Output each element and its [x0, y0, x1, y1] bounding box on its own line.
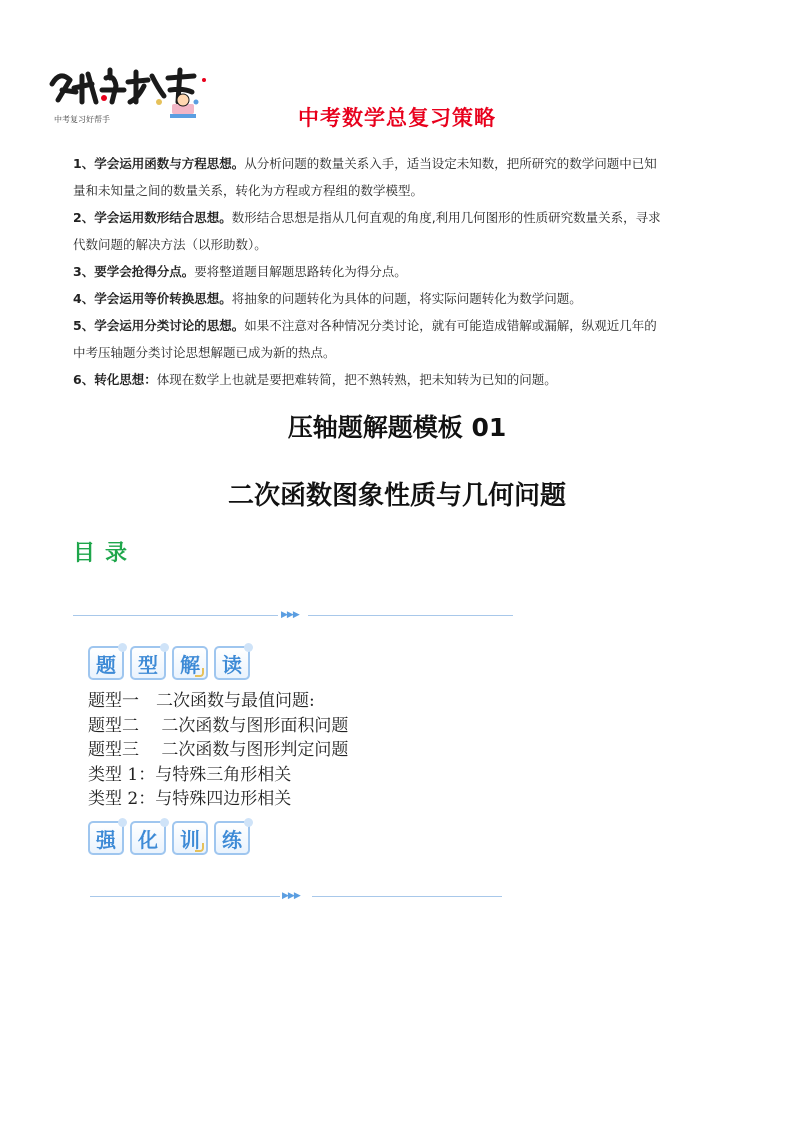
- strategy-lead: 5、学会运用分类讨论的思想。: [73, 318, 245, 333]
- strategy-item: [73, 366, 723, 393]
- strategy-body: 数形结合思想是指从几何直观的角度,利用几何图形的性质研究数量关系，寻求: [231, 210, 661, 225]
- strategy-lead: 1、学会运用函数与方程思想。: [73, 156, 245, 171]
- strategy-lead: 3、要学会抢得分点。: [73, 264, 195, 279]
- badge-char: [172, 821, 208, 855]
- badge-char: [88, 821, 124, 855]
- strategy-body: 体现在数学上也就是要把难转简，把不熟转熟，把未知转为已知的问题。: [156, 372, 557, 387]
- toc-item[interactable]: 题型二 二次函数与图形面积问题: [88, 715, 349, 736]
- strategy-lead: 4、学会运用等价转换思想。: [73, 291, 232, 306]
- toc-item[interactable]: 题型一 二次函数与最值问题:: [88, 691, 315, 711]
- strategy-lead: 6、转化思想：: [73, 372, 157, 387]
- logo-subtext: 中考复习好帮手: [54, 115, 110, 124]
- strategy-item: [73, 258, 723, 285]
- strategy-body-continued: 代数问题的解决方法（以形助数）。: [73, 237, 267, 252]
- triple-arrow-icon: ▶▶▶: [281, 610, 299, 620]
- strategy-item: [73, 204, 723, 258]
- template-heading: 压轴题解题模板 01: [287, 413, 507, 442]
- divider-top: [73, 610, 513, 620]
- triple-arrow-icon: ▶▶▶: [282, 891, 300, 901]
- badge-char: [214, 646, 250, 680]
- strategy-item: [73, 285, 723, 312]
- strategy-body: 从分析问题的数量关系入手，适当设定未知数，把所研究的数学问题中已知: [244, 156, 657, 171]
- main-title: 中考数学总复习策略: [298, 106, 496, 130]
- badge-char-text: 训: [180, 827, 200, 852]
- strategy-body: 将抽象的问题转化为具体的问题，将实际问题转化为数学问题。: [231, 291, 582, 306]
- badge-char-text: 型: [138, 652, 158, 677]
- badge-char-text: 化: [138, 827, 158, 852]
- badge-char: [130, 821, 166, 855]
- badge-char-text: 读: [222, 652, 242, 677]
- badge-char-text: 解: [180, 652, 200, 677]
- toc-item[interactable]: 题型三 二次函数与图形判定问题: [88, 740, 349, 760]
- badge-char-text: 练: [222, 827, 242, 852]
- divider-bottom: [90, 891, 502, 901]
- badge-char: [130, 646, 166, 680]
- topic-heading: 二次函数图象性质与几何问题: [227, 481, 566, 511]
- badge-char: [214, 821, 250, 855]
- badge-char: [172, 646, 208, 680]
- strategy-list: [73, 150, 723, 393]
- strategy-item: [73, 150, 723, 204]
- toc-item[interactable]: 类型 2：与特殊四边形相关: [88, 789, 292, 809]
- strategy-body-continued: 量和未知量之间的数量关系，转化为方程或方程组的数学模型。: [73, 183, 424, 198]
- badge-char-text: 强: [96, 827, 116, 852]
- strategy-body: 如果不注意对各种情况分类讨论，就有可能造成错解或漏解，纵观近几年的: [244, 318, 657, 333]
- badge-row-type-analysis: [88, 646, 250, 680]
- badge-char-text: 题: [96, 652, 116, 677]
- strategy-body: 要将整道题目解题思路转化为得分点。: [194, 264, 407, 279]
- strategy-body-continued: 中考压轴题分类讨论思想解题已成为新的热点。: [73, 345, 336, 360]
- badge-char: [88, 646, 124, 680]
- toc-item[interactable]: 类型 1：与特殊三角形相关: [88, 764, 292, 785]
- badge-row-practice: [88, 821, 250, 855]
- toc-title: 目录: [73, 541, 138, 566]
- strategy-item: [73, 312, 723, 366]
- toc-list: [88, 689, 348, 812]
- strategy-lead: 2、学会运用数形结合思想。: [73, 210, 232, 225]
